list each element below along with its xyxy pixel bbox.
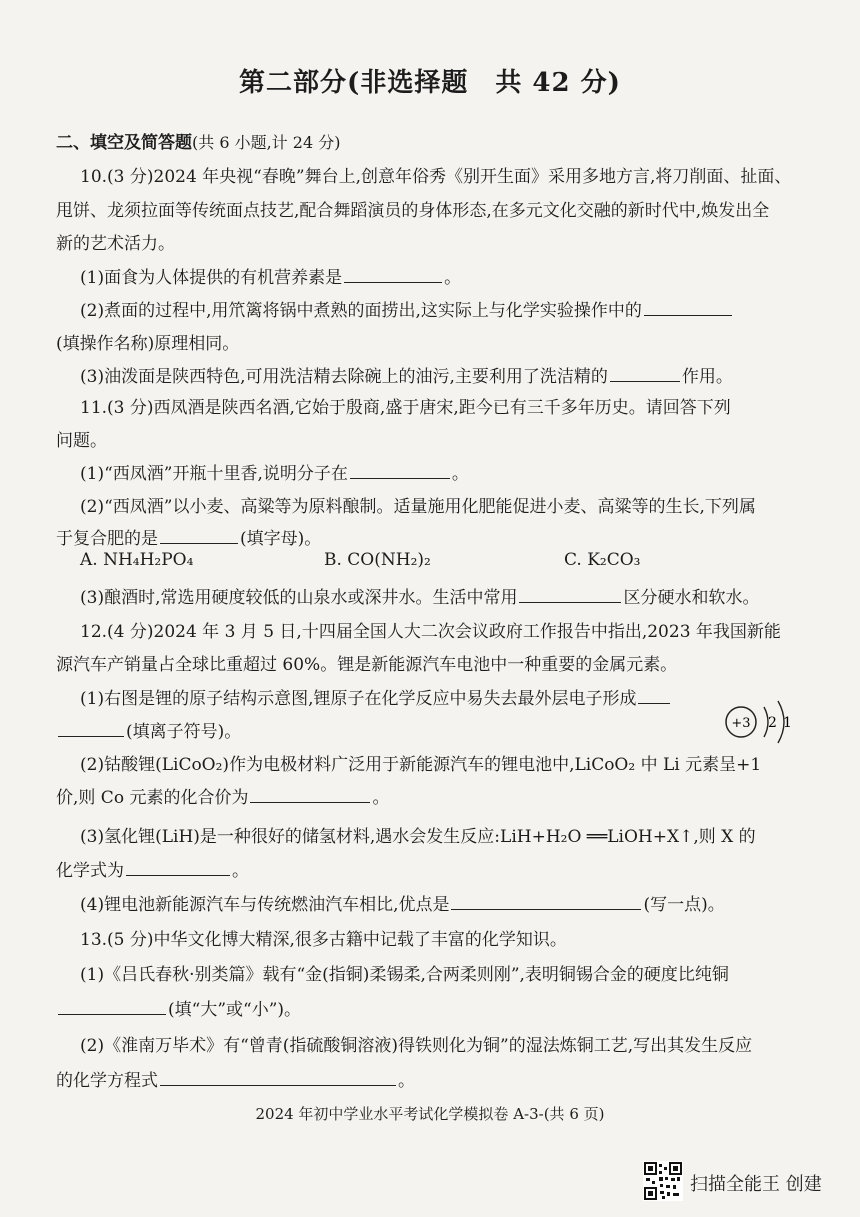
q11-part-3 [80,583,759,608]
answer-blank[interactable] [451,892,641,910]
q10-part-1-text: (1)面食为人体提供的有机营养素是 [80,268,343,288]
q12-part-1 [80,684,672,709]
q11-part-1 [80,459,469,484]
answer-blank[interactable] [250,785,370,803]
q13-part-2-end: 。 [398,1071,415,1091]
q11-part-2: (2)“西凤酒”以小麦、高粱等为原料酿制。适量施用化肥能促进小麦、高粱等的生长,下列属 [80,497,756,517]
q10-stem-3: 新的艺术活力。 [56,234,175,254]
q12-part-2-text: 价,则 Co 元素的化合价为 [56,788,249,808]
q11-stem-1: 11.(3 分)西凤酒是陕西名酒,它始于殷商,盛于唐宋,距今已有三千多年历史。请回答下列 [80,398,731,418]
q10-part-3 [80,362,733,387]
q13-part-2-text: 的化学方程式 [56,1071,158,1091]
page-footer: 2024 年初中学业水平考试化学模拟卷 A-3-(共 6 页) [255,1105,605,1123]
shell-2-electrons: 1 [783,715,792,731]
q12-part-2: (2)钴酸锂(LiCoO₂)作为电极材料广泛用于新能源汽车的锂电池中,LiCoO₂ 中 Li 元素呈+1 [80,755,762,775]
q11-part-1-end: 。 [451,464,469,484]
q12-part-2-end: 。 [372,788,390,808]
q10-part-2-cont: (填操作名称)原理相同。 [56,334,240,354]
q11-part-2-cont [56,524,321,549]
section-label: 二、填空及简答题 [56,133,192,153]
answer-blank[interactable] [350,461,450,479]
option-c[interactable]: C. K₂CO₃ [564,550,641,570]
answer-blank[interactable] [58,719,124,737]
q13-part-2: (2)《淮南万毕术》有“曾青(指硫酸铜溶液)得铁则化为铜”的湿法炼铜工艺,写出其发生反应 [80,1036,753,1056]
section-heading [56,128,340,153]
q11-stem-2: 问题。 [56,431,107,451]
option-b[interactable]: B. CO(NH₂)₂ [324,550,431,570]
q10-part-2 [80,296,734,321]
q12-stem-1: 12.(4 分)2024 年 3 月 5 日,十四届全国人大二次会议政府工作报告中指出,2023 年我国新能 [80,622,781,642]
answer-blank[interactable] [126,858,230,876]
answer-blank[interactable] [638,686,670,704]
q12-part-1-end: (填离子符号)。 [126,722,242,742]
q11-part-3-end: 区分硬水和软水。 [623,588,760,608]
q10-part-3-end: 作用。 [681,367,733,387]
option-a[interactable]: A. NH₄H₂PO₄ [80,550,194,570]
q11-part-3-text: (3)酿酒时,常选用硬度较低的山泉水或深井水。生活中常用 [80,588,518,608]
scanner-watermark: 扫描全能王 创建 [690,1174,822,1195]
q12-stem-2: 源汽车产销量占全球比重超过 60%。锂是新能源汽车电池中一种重要的金属元素。 [56,655,678,675]
q12-part-4 [80,890,725,915]
q10-part-3-text: (3)油泼面是陕西特色,可用洗洁精去除碗上的油污,主要利用了洗洁精的 [80,367,608,387]
answer-blank[interactable] [610,364,680,382]
q10-part-1 [80,263,461,288]
q12-part-1-cont [56,717,241,742]
answer-blank[interactable] [160,526,238,544]
nucleus-charge: +3 [731,716,751,731]
answer-blank[interactable] [519,585,621,603]
q12-part-3-text: 化学式为 [56,861,124,881]
q13-part-1: (1)《吕氏春秋·别类篇》载有“金(指铜)柔锡柔,合两柔则刚”,表明铜锡合金的硬度比纯铜 [80,965,729,985]
q12-part-3-end: 。 [232,861,249,881]
q12-part-2-cont [56,783,389,808]
lithium-atom-diagram [724,697,804,747]
q10-part-1-end: 。 [444,268,462,288]
qr-code-icon [643,1161,683,1201]
q13-part-1-end: (填“大”或“小”)。 [168,1000,302,1020]
q13-part-1-cont [56,995,301,1020]
q10-part-2-text: (2)煮面的过程中,用笊篱将锅中煮熟的面捞出,这实际上与化学实验操作中的 [80,301,642,321]
q11-part-2-end: (填字母)。 [240,529,322,549]
section-note: (共 6 小题,计 24 分) [192,133,341,152]
shell-1-electrons: 2 [768,715,777,731]
q13-part-2-cont [56,1066,415,1091]
part-title: 第二部分(非选择题 共 42 分) [239,68,621,98]
answer-blank[interactable] [160,1068,396,1086]
answer-blank[interactable] [344,265,442,283]
q12-part-3-cont [56,856,249,881]
q12-part-4-text: (4)锂电池新能源汽车与传统燃油汽车相比,优点是 [80,895,450,915]
q12-part-3: (3)氢化锂(LiH)是一种很好的储氢材料,遇水会发生反应:LiH+H₂O ══LiOH+X↑,则 X 的 [80,827,756,847]
q11-part-2-text: 于复合肥的是 [56,529,158,549]
q11-part-1-text: (1)“西凤酒”开瓶十里香,说明分子在 [80,464,348,484]
q13-stem: 13.(5 分)中华文化博大精深,很多古籍中记载了丰富的化学知识。 [80,930,567,950]
q12-part-1-text: (1)右图是锂的原子结构示意图,锂原子在化学反应中易失去最外层电子形成 [80,689,637,709]
answer-blank[interactable] [58,997,166,1015]
q10-stem-2: 甩饼、龙须拉面等传统面点技艺,配合舞蹈演员的身体形态,在多元文化交融的新时代中,焕发出全 [56,201,770,221]
q12-part-4-end: (写一点)。 [643,895,725,915]
q10-stem-1: 10.(3 分)2024 年央视“春晚”舞台上,创意年俗秀《别开生面》采用多地方言,将刀削面、扯面、 [80,167,792,187]
answer-blank[interactable] [644,298,732,316]
